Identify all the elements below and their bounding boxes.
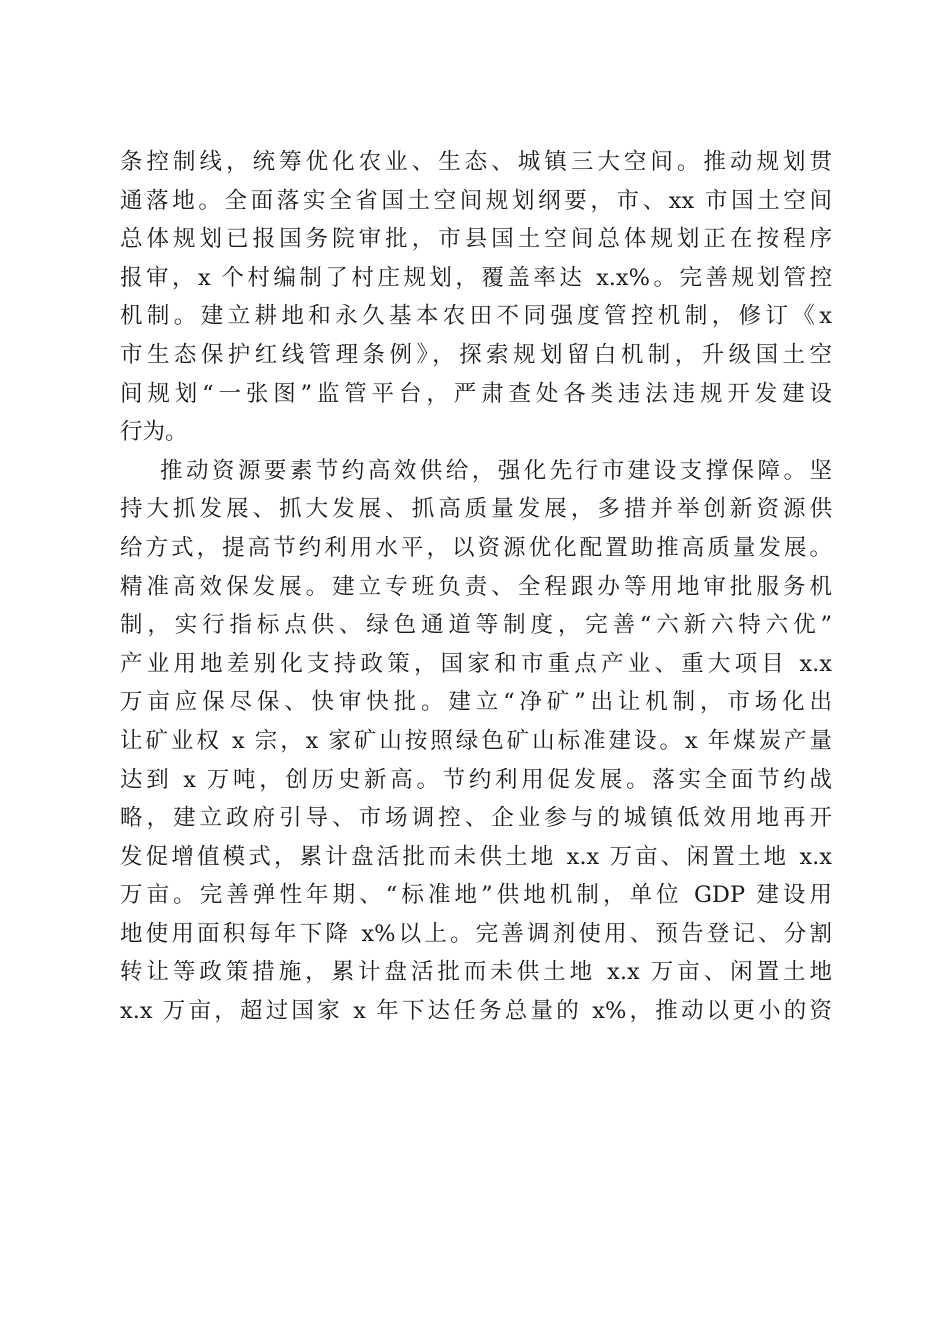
text-line: 让矿业权 x 宗，x 家矿山按照绿色矿山标准建设。x 年煤炭产量	[120, 727, 832, 754]
text-line: 略，建立政府引导、市场调控、企业参与的城镇低效用地再开	[120, 805, 832, 832]
text-line: 条控制线，统筹优化农业、生态、城镇三大空间。推动规划贯	[120, 149, 832, 175]
text-line: 市生态保护红线管理条例》，探索规划留白机制，升级国土空	[120, 341, 832, 368]
text-line: 给方式，提高节约利用水平，以资源优化配置助推高质量发展。	[120, 534, 832, 561]
text-line: 地使用面积每年下降 x%以上。完善调剂使用、预告登记、分割	[120, 920, 832, 947]
text-line: 持大抓发展、抓大发展、抓高质量发展，多措并举创新资源供	[120, 496, 832, 523]
text-line: x.x 万亩，超过国家 x 年下达任务总量的 x%，推动以更小的资	[120, 998, 832, 1025]
paragraph	[120, 452, 832, 1031]
text-line: 转让等政策措施，累计盘活批而未供土地 x.x 万亩、闲置土地	[120, 959, 832, 986]
body-text	[120, 143, 832, 1031]
text-line: 间规划“一张图”监管平台，严肃查处各类违法违规开发建设	[120, 380, 832, 407]
text-line: 精准高效保发展。建立专班负责、全程跟办等用地审批服务机	[120, 573, 832, 600]
text-line: 万亩应保尽保、快审快批。建立“净矿”出让机制，市场化出	[120, 689, 832, 716]
text-line: 达到 x 万吨，创历史新高。节约利用促发展。落实全面节约战	[120, 766, 832, 793]
text-line: 万亩。完善弹性年期、“标准地”供地机制，单位 GDP 建设用	[120, 882, 832, 909]
text-line: 总体规划已报国务院审批，市县国土空间总体规划正在按程序	[120, 226, 832, 253]
text-line: 发促增值模式，累计盘活批而未供土地 x.x 万亩、闲置土地 x.x	[120, 843, 832, 870]
text-line: 制，实行指标点供、绿色通道等制度，完善“六新六特六优”	[120, 612, 832, 639]
paragraph	[120, 143, 832, 452]
text-line: 行为。	[120, 419, 188, 446]
text-line: 产业用地差别化支持政策，国家和市重点产业、重大项目 x.x	[120, 650, 832, 677]
text-line: 报审，x 个村编制了村庄规划，覆盖率达 x.x%。完善规划管控	[120, 264, 832, 291]
text-line: 推动资源要素节约高效供给，强化先行市建设支撑保障。坚	[160, 457, 832, 484]
text-line: 机制。建立耕地和永久基本农田不同强度管控机制，修订《x	[120, 303, 832, 330]
text-line: 通落地。全面落实全省国土空间规划纲要，市、xx 市国土空间	[120, 187, 832, 214]
